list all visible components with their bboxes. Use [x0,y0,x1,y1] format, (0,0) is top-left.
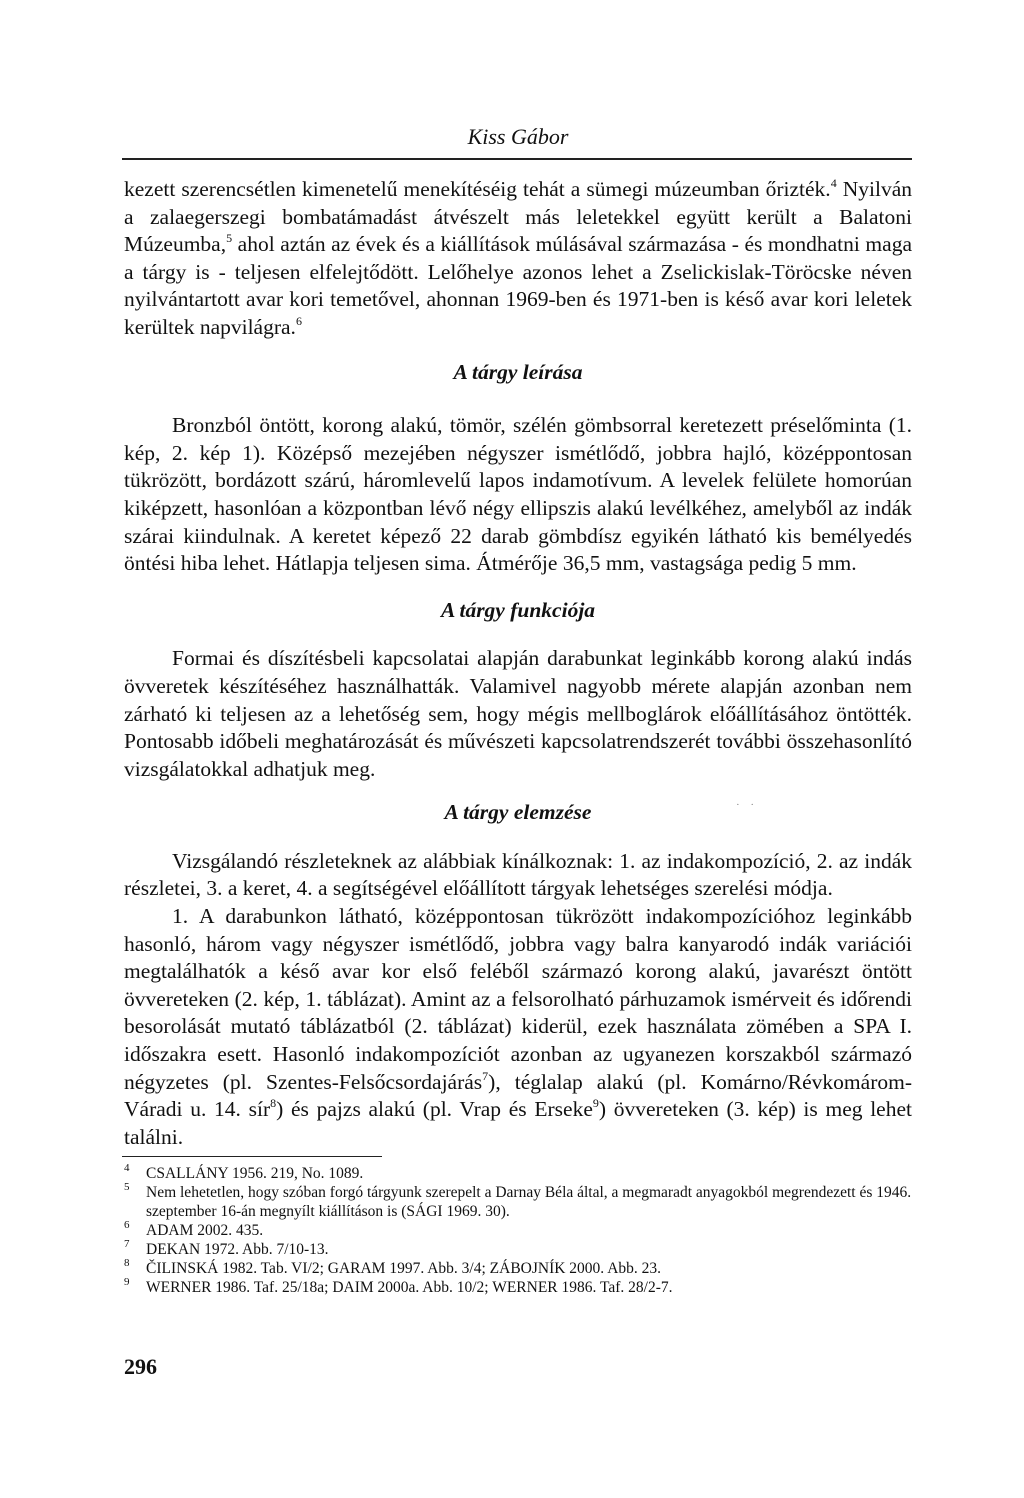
footnote-text: ČILINSKÁ 1982. Tab. VI/2; GARAM 1997. Abb. 3/4; ZÁBOJNÍK 2000. Abb. 23. [146,1260,662,1277]
analysis-paragraph-1: Vizsgálandó részleteknek az alábbiak kínálkoznak: 1. az indakompozíció, 2. az indák részletei, 3. a keret, 4. a segítségével előállított tárgyak lehetséges szerelési módja. [124,848,912,901]
footnote-number: 4 [124,1162,130,1174]
footnote-ref: 6 [295,313,302,328]
footnote [124,1183,912,1221]
analysis-paragraph-2: 1. A darabunkon látható, középpontosan tükrözött indakompozícióhoz leginkább hasonló, három vagy négyszer ismétlődő, jobbra vagy balra kanyarodó indák variációi megtalálhatók a késő avar kor első feléből származó korong alakú, javarészt öntött övvereteken (2. kép, 1. táblázat). Amint az a felsorolható párhuzamok ismérveit és időrendi besorolását mutató táblázatból (2. táblázat) kiderül, ezek használata zömében a SPA I. időszakra esett. Hasonló indakompozíciót azonban az ugyanezen korszakból származó négyzetes (pl. Szentes-Felsőcsordajárás$^7$), téglalap alakú (pl. Komárno/Révkomárom-Váradi u. 14. sír$^8$) és pajzs alakú (pl. Vrap és Erseke$^9$) övvereteken (3. kép) is meg lehet találni. [124,904,912,1149]
page-number: 296 [124,1354,157,1379]
footnote-ref: 9 [592,1096,599,1111]
footnote-text: Nem lehetetlen, hogy szóban forgó tárgyunk szerepelt a Darnay Béla által, a megmaradt anyagokból megrendezett és 1946. szeptember 16-án megnyílt kiállításon is (SÁGI 1969. 30). [146,1184,912,1220]
footnote-number: 7 [124,1238,130,1250]
footnote-rule [122,1156,382,1157]
section-heading-function: A tárgy funkciója [440,597,596,622]
footnote-text: ADAM 2002. 435. [146,1222,264,1239]
footnote-ref: 8 [270,1096,277,1111]
header-rule [122,158,912,160]
description-paragraph: Bronzból öntött, korong alakú, tömör, szélén gömbsorral keretezett préselőminta (1. kép, 2. kép 1). Középső mezejében négyszer ismétlődő, jobbra hajló, középpontosan tükrözött, bordázott szárú, háromlevelű lapos indamotívum. A levelek felülete homorúan kiképzett, hasonlóan a központban lévő négy ellipszis alakú levélkéhez, amelyből az indák szárai kiindulnak. A keretet képező 22 darab gömbdísz egyikén látható kis bemélyedés öntési hiba lehet. Hátlapja teljesen sima. Átmérője 36,5 mm, vastagsága pedig 5 mm. [124,413,912,576]
footnote [124,1259,912,1278]
footnote-text: DEKAN 1972. Abb. 7/10-13. [146,1241,329,1258]
footnote [124,1221,912,1240]
section-heading-description: A tárgy leírása [453,359,583,384]
footnote-ref: 7 [482,1068,489,1083]
running-header: Kiss Gábor [467,124,569,149]
footnote [124,1240,912,1259]
intro-paragraph: kezett szerencsétlen kimenetelű menekítéséig tehát a sümegi múzeumban őrizték.$^4$ Nyilván a zalaegerszegi bombatámadást átvészelt más leletekkel együtt került a Balatoni Múzeumba,$^5$ ahol aztán az évek és a kiállítások múlásával származása - és mondhatni maga a tárgy is - teljesen elfelejtődött. Lelőhelye azonos lehet a Zselickislak-Töröcske néven nyilvántartott avar kori temetővel, ahonnan 1969-ben és 1971-ben is késő avar kori leletek kerültek napvilágra.$^6$ [124,176,912,339]
footnotes [124,1164,912,1297]
footnote-number: 6 [124,1219,130,1231]
footnote-ref: 4 [830,176,837,190]
footnote-number: 9 [124,1276,130,1288]
page-body [124,176,912,1151]
footnote [124,1164,912,1183]
footnote-ref: 5 [226,231,233,246]
function-paragraph: Formai és díszítésbeli kapcsolatai alapján darabunkat leginkább korong alakú indás övveretek készítéséhez használhatták. Valamivel nagyobb mérete alapján azonban nem zárható ki teljesen az a lehetőség sem, hogy mégis mellboglárok előállításához öntötték. Pontosabb időbeli meghatározását és művészeti kapcsolatrendszerét további összehasonlító vizsgálatokkal adhatjuk meg. [124,646,912,781]
scan-speck: · · [736,799,759,811]
footnote-number: 8 [124,1257,130,1269]
footnote-text: CSALLÁNY 1956. 219, No. 1089. [146,1165,364,1182]
section-heading-analysis: A tárgy elemzése [444,800,592,825]
footnote-text: WERNER 1986. Taf. 25/18a; DAIM 2000a. Abb. 10/2; WERNER 1986. Taf. 28/2-7. [146,1279,673,1296]
footnote [124,1278,912,1297]
footnote-number: 5 [124,1181,130,1193]
